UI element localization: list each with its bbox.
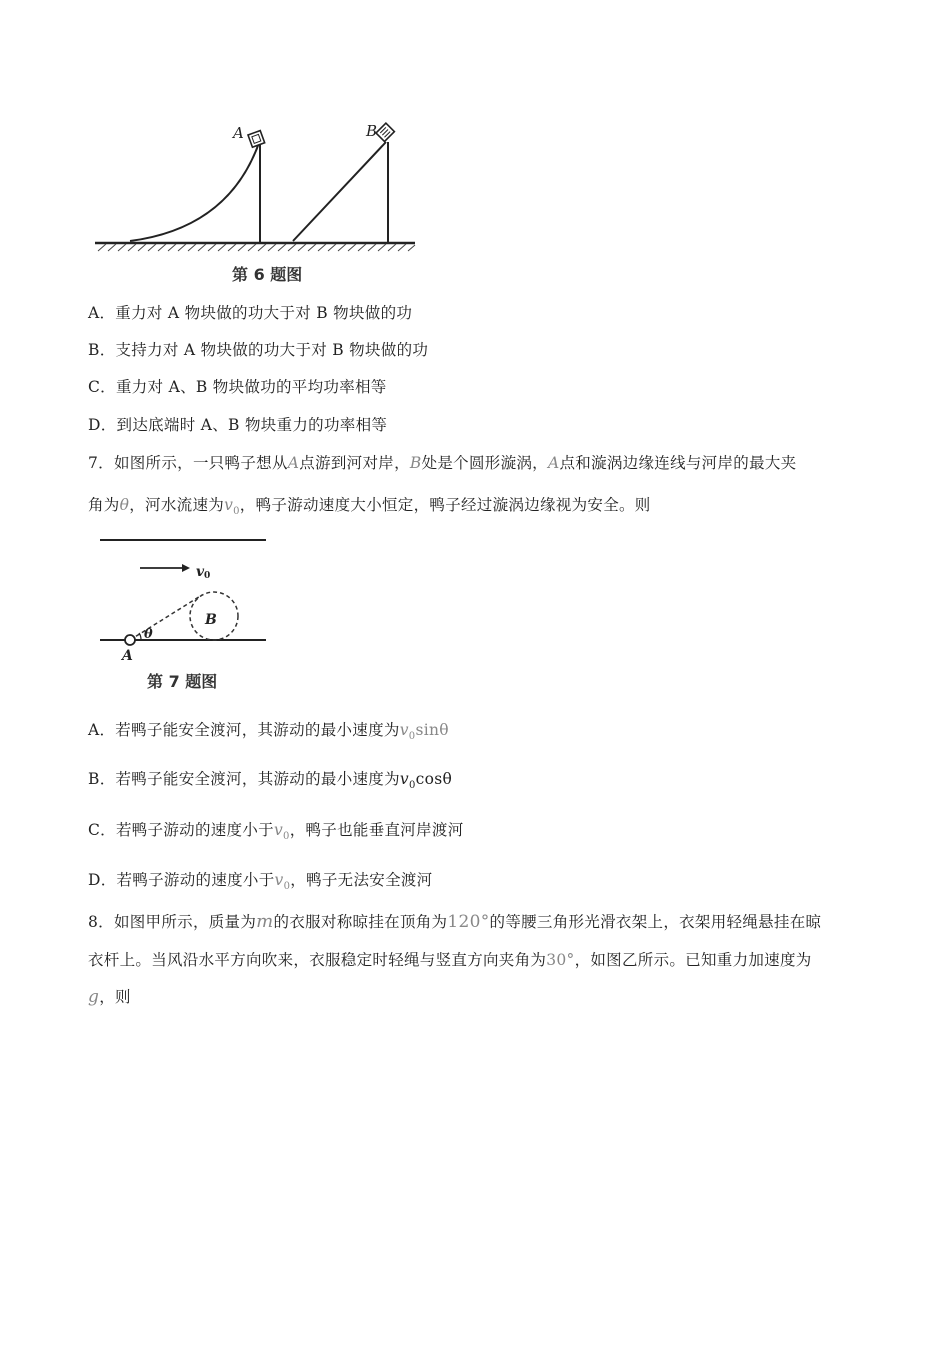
q7-option-a: A．若鸭子能安全渡河，其游动的最小速度为$v_0\sin\theta$ <box>88 721 449 743</box>
q6-option-a: A．重力对 A 物块做的功大于对 B 物块做的功 <box>88 304 413 322</box>
q7-option-b: B．若鸭子能安全渡河，其游动的最小速度为$v_0\cos\theta$ <box>88 770 453 792</box>
fig7-v-label: v <box>196 564 205 580</box>
fig7-caption: 第 7 题图 <box>147 672 218 691</box>
block-b <box>376 123 394 141</box>
curved-slope-a <box>130 140 260 241</box>
q7-stem-line2: 角为θ，河水流速为$v_0$，鸭子游动速度大小恒定，鸭子经过漩涡边缘视为安全。则 <box>88 496 651 518</box>
block-a <box>248 131 265 148</box>
q8-stem-line1: 8．如图甲所示，质量为m的衣服对称晾挂在顶角为120°的等腰三角形光滑衣架上，衣架用轻绳悬挂在晾 <box>88 911 822 932</box>
q8-stem-line2: 衣杆上。当风沿水平方向吹来，衣服稳定时轻绳与竖直方向夹角为30°，如图乙所示。已知重力加速度为 <box>88 951 812 969</box>
figure-q6-diagram <box>90 120 420 260</box>
fig6-caption: 第 6 题图 <box>232 265 303 284</box>
fig7-b-label: B <box>205 612 217 628</box>
fig6-label-b: B <box>366 122 378 140</box>
fig7-v-sub: 0 <box>204 571 211 581</box>
fig6-label-a: A <box>233 124 244 142</box>
q7-stem-line1: 7．如图所示，一只鸭子想从A点游到河对岸，B处是个圆形漩涡，A点和漩涡边缘连线与河岸的最大夹 <box>88 454 797 472</box>
q7-option-c: C．若鸭子游动的速度小于$v_0$，鸭子也能垂直河岸渡河 <box>88 821 464 843</box>
q6-option-b: B．支持力对 A 物块做的功大于对 B 物块做的功 <box>88 341 429 359</box>
duck-point-a <box>125 635 135 645</box>
q8-stem-line3: g，则 <box>88 987 131 1007</box>
fig7-theta-label: θ <box>144 627 153 642</box>
q6-option-d: D．到达底端时 A、B 物块重力的功率相等 <box>88 416 388 434</box>
q6-option-c: C．重力对 A、B 物块做功的平均功率相等 <box>88 378 387 396</box>
q7-option-d: D．若鸭子游动的速度小于$v_0$，鸭子无法安全渡河 <box>88 871 433 893</box>
figure-q7-diagram <box>98 530 273 665</box>
fig7-a-label: A <box>122 648 133 664</box>
